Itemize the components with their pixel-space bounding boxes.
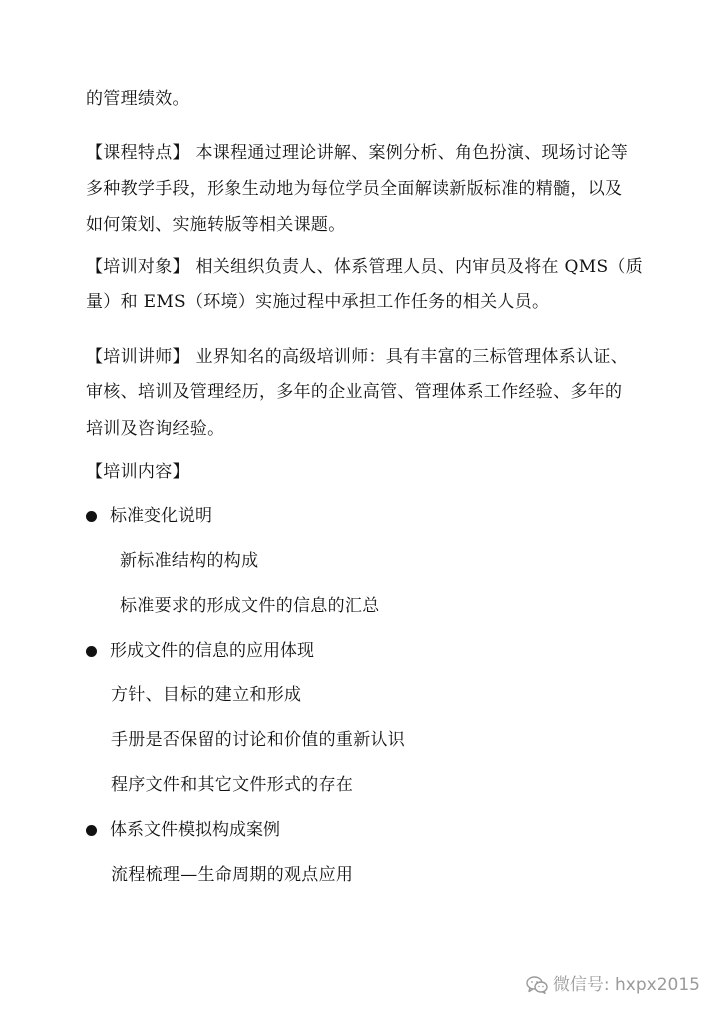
sub-item: 新标准结构的构成: [120, 551, 259, 571]
sub-item: 流程梳理—生命周期的观点应用: [111, 865, 354, 885]
bullet-label: 形成文件的信息的应用体现: [110, 641, 314, 661]
target-audience-line: 【培训对象】 相关组织负责人、体系管理人员、内审员及将在 QMS（质: [86, 257, 643, 277]
bullet-label: 标准变化说明: [110, 506, 212, 526]
training-content-heading: 【培训内容】: [86, 462, 190, 482]
text-line: 如何策划、实施转版等相关课题。: [86, 215, 346, 235]
bullet-icon: [86, 511, 97, 522]
text-line: 的管理绩效。: [86, 89, 190, 109]
watermark-text: 微信号: hxpx2015: [552, 975, 700, 995]
sub-item: 标准要求的形成文件的信息的汇总: [120, 596, 380, 616]
text-line: 审核、培训及管理经历，多年的企业高管、管理体系工作经验、多年的: [86, 382, 623, 402]
bullet-icon: [86, 825, 97, 836]
text-line: 多种教学手段，形象生动地为每位学员全面解读新版标准的精髓，以及: [86, 179, 623, 199]
trainer-line: 【培训讲师】 业界知名的高级培训师：具有丰富的三标管理体系认证、: [86, 347, 629, 367]
wechat-icon: [526, 976, 548, 994]
sub-item: 手册是否保留的讨论和价值的重新认识: [111, 730, 406, 750]
bullet-icon: [86, 646, 97, 657]
sub-item: 程序文件和其它文件形式的存在: [111, 775, 354, 795]
sub-item: 方针、目标的建立和形成: [111, 685, 302, 705]
bullet-item: [86, 819, 280, 841]
bullet-item: [86, 640, 314, 662]
text-line: 量）和 EMS（环境）实施过程中承担工作任务的相关人员。: [86, 292, 550, 312]
course-features-line: 【课程特点】 本课程通过理论讲解、案例分析、角色扮演、现场讨论等: [86, 143, 629, 163]
text-line: 培训及咨询经验。: [86, 419, 225, 439]
bullet-item: [86, 505, 212, 527]
wechat-watermark: [526, 974, 700, 996]
bullet-label: 体系文件模拟构成案例: [110, 820, 280, 840]
